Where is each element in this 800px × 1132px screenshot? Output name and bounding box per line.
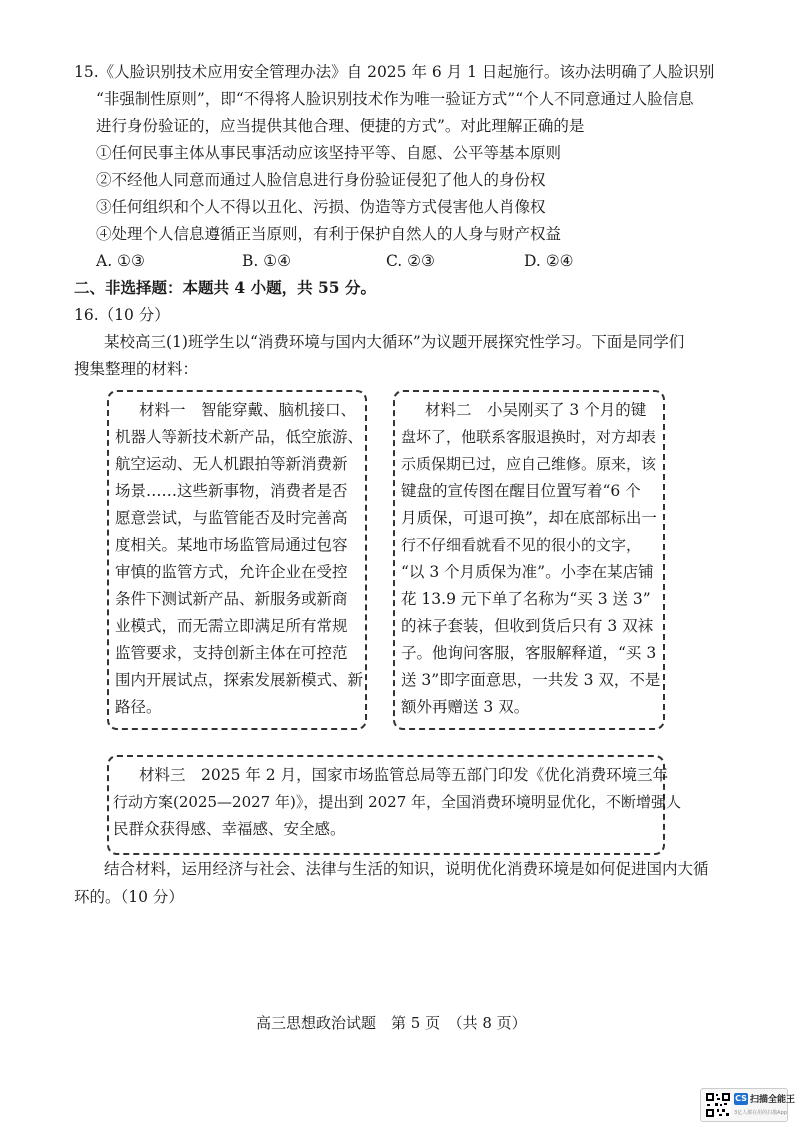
scanner-tagline: 3亿人都在用的扫描App [734, 1110, 787, 1116]
q16-question-line-2: 环的。（10 分） [74, 888, 184, 906]
material-1-line: 业模式，而无需立即满足所有常规 [115, 617, 348, 635]
q15-option-d: D. ②④ [524, 252, 574, 270]
q15-option-c: C. ②③ [386, 252, 435, 270]
material-2-box [393, 390, 665, 730]
q15-line-3: 进行身份验证的，应当提供其他合理、便捷的方式”。对此理解正确的是 [96, 117, 585, 135]
material-2-line: 键盘的宣传图在醒目位置写着“6 个 [401, 482, 641, 500]
material-3-box [107, 755, 682, 855]
material-1-line: 愿意尝试，与监管能否及时完善高 [115, 509, 348, 527]
material-2-line: 月质保，可退可换”，却在底部标出一 [401, 509, 657, 527]
page-footer: 高三思想政治试题 第 5 页 （共 8 页） [256, 1014, 527, 1032]
q15-statement-3: ③任何组织和个人不得以丑化、污损、伪造等方式侵害他人肖像权 [96, 198, 546, 216]
material-3-line: 民群众获得感、幸福感、安全感。 [113, 820, 346, 838]
material-3-line: 行动方案(2025—2027 年)》，提出到 2027 年，全国消费环境明显优化，不断增强人 [113, 793, 682, 811]
q15-statement-2: ②不经他人同意而通过人脸信息进行身份验证侵犯了他人的身份权 [96, 171, 546, 189]
material-3-line: 材料三 2025 年 2 月，国家市场监管总局等五部门印发《优化消费环境三年 [139, 766, 669, 784]
material-2-line: 子。他询问客服，客服解释道，“买 3 [401, 644, 657, 662]
material-1-line: 度相关。某地市场监管局通过包容 [115, 536, 348, 554]
scanner-badge [700, 1088, 796, 1122]
q15-option-b: B. ①④ [242, 252, 292, 270]
material-2-line: “以 3 个月质保为准”。小李在某店铺 [401, 563, 654, 581]
material-1-line: 航空运动、无人机跟拍等新消费新 [115, 455, 348, 473]
q16-header: 16.（10 分） [74, 306, 170, 324]
material-2-line: 花 13.9 元下单了名称为“买 3 送 3” [401, 590, 651, 608]
material-1-line: 监管要求，支持创新主体在可控范 [115, 644, 348, 662]
material-1-line: 围内开展试点，探索发展新模式、新 [115, 671, 364, 689]
material-2-line: 送 3”即字面意思，一共发 3 双，不是 [401, 671, 661, 689]
q16-question-line-1: 结合材料，运用经济与社会、法律与生活的知识，说明优化消费环境是如何促进国内大循 [104, 860, 709, 878]
material-2-line: 的袜子套装，但收到货后只有 3 双袜 [401, 617, 654, 635]
material-2-line: 行不仔细看就看不见的很小的文字， [401, 536, 642, 554]
material-1-box [107, 390, 367, 730]
q15-statement-4: ④处理个人信息遵循正当原则，有利于保护自然人的人身与财产权益 [96, 225, 562, 243]
q15-line-1: 15.《人脸识别技术应用安全管理办法》自 2025 年 6 月 1 日起施行。该办法明确了人脸识别 [74, 63, 715, 81]
q15-option-a: A. ①③ [96, 252, 145, 270]
material-1-line: 审慎的监管方式，允许企业在受控 [115, 563, 348, 581]
q15-line-2: “非强制性原则”，即“不得将人脸识别技术作为唯一验证方式”“个人不同意通过人脸信息 [96, 90, 694, 108]
material-2-line: 额外再赠送 3 双。 [401, 698, 530, 716]
material-1-line: 场景……这些新事物，消费者是否 [115, 482, 348, 500]
material-1-line: 机器人等新技术新产品，低空旅游、 [115, 428, 364, 446]
scanner-logo-icon: CS [735, 1094, 747, 1103]
q15-statement-1: ①任何民事主体从事民事活动应该坚持平等、自愿、公平等基本原则 [96, 144, 562, 162]
material-2-line: 示质保期已过，应自己维修。原来，该 [401, 455, 657, 473]
material-1-line: 条件下测试新产品、新服务或新商 [115, 590, 348, 608]
scanner-app-name: 扫描全能王 [750, 1095, 796, 1105]
qr-code-icon [705, 1092, 731, 1118]
material-2-line: 盘坏了，他联系客服退换时，对方却表 [401, 428, 657, 446]
material-2-line: 材料二 小吴刚买了 3 个月的键 [425, 401, 647, 419]
material-1-line: 路径。 [115, 698, 162, 716]
q16-intro-line-2: 搜集整理的材料： [74, 360, 199, 378]
section-2-heading: 二、非选择题：本题共 4 小题，共 55 分。 [74, 278, 376, 297]
q16-intro-line-1: 某校高三(1)班学生以“消费环境与国内大循环”为议题开展探究性学习。下面是同学们 [104, 333, 685, 351]
material-1-line: 材料一 智能穿戴、脑机接口、 [139, 401, 357, 419]
